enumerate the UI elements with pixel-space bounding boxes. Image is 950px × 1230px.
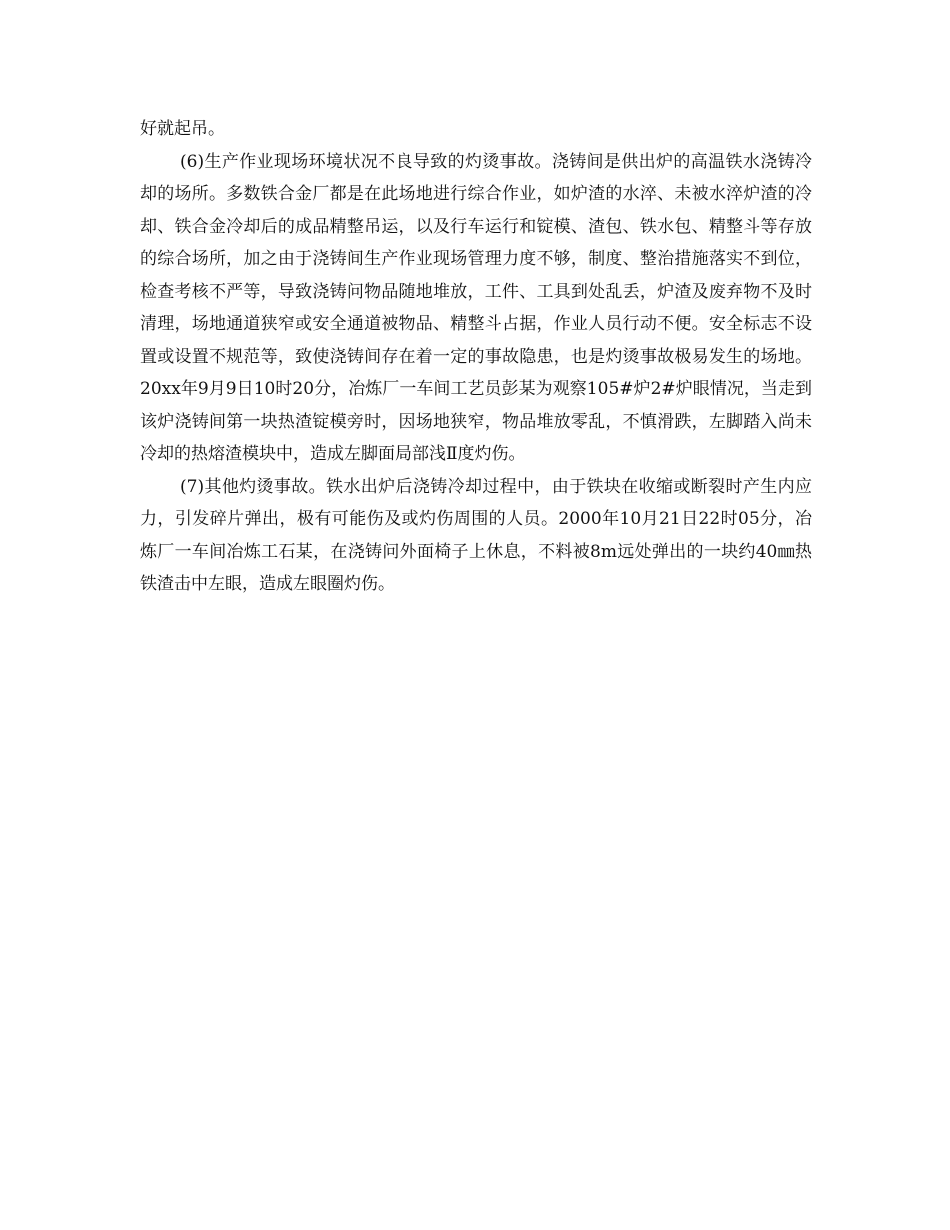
paragraph-item-7: (7)其他灼烫事故。铁水出炉后浇铸冷却过程中，由于铁块在收缩或断裂时产生内应力，引发碎片弹出，极有可能伤及或灼伤周围的人员。2000年10月21日22时05分，冶炼厂一车间冶炼工石某，在浇铸问外面椅子上休息，不料被8m远处弹出的一块约40㎜热铁渣击中左眼，造成左眼圈灼伤。 [140,476,812,594]
paragraph-item-6: (6)生产作业现场环境状况不良导致的灼烫事故。浇铸间是供出炉的高温铁水浇铸冷却的场所。多数铁合金厂都是在此场地进行综合作业，如炉渣的水淬、未被水淬炉渣的冷却、铁合金冷却后的成品精整吊运，以及行车运行和锭模、渣包、铁水包、精整斗等存放的综合场所，加之由于浇铸间生产作业现场管理力度不够，制度、整治措施落实不到位，检查考核不严等，导致浇铸问物品随地堆放，工件、工具到处乱丢，炉渣及废弃物不及时清理，场地通道狭窄或安全通道被物品、精整斗占据，作业人员行动不便。安全标志不设置或设置不规范等，致使浇铸间存在着一定的事故隐患，也是灼烫事故极易发生的场地。20xx年9月9日10时20分，冶炼厂一车间工艺员彭某为观察105#炉2#炉眼情况，当走到该炉浇铸间第一块热渣锭模旁时，因场地狭窄，物品堆放零乱，不慎滑跌，左脚踏入尚未冷却的热熔渣模块中，造成左脚面局部浅Ⅱ度灼伤。 [140,151,812,464]
paragraph-continuation: 好就起吊。 [140,119,225,139]
document-body [140,113,812,601]
